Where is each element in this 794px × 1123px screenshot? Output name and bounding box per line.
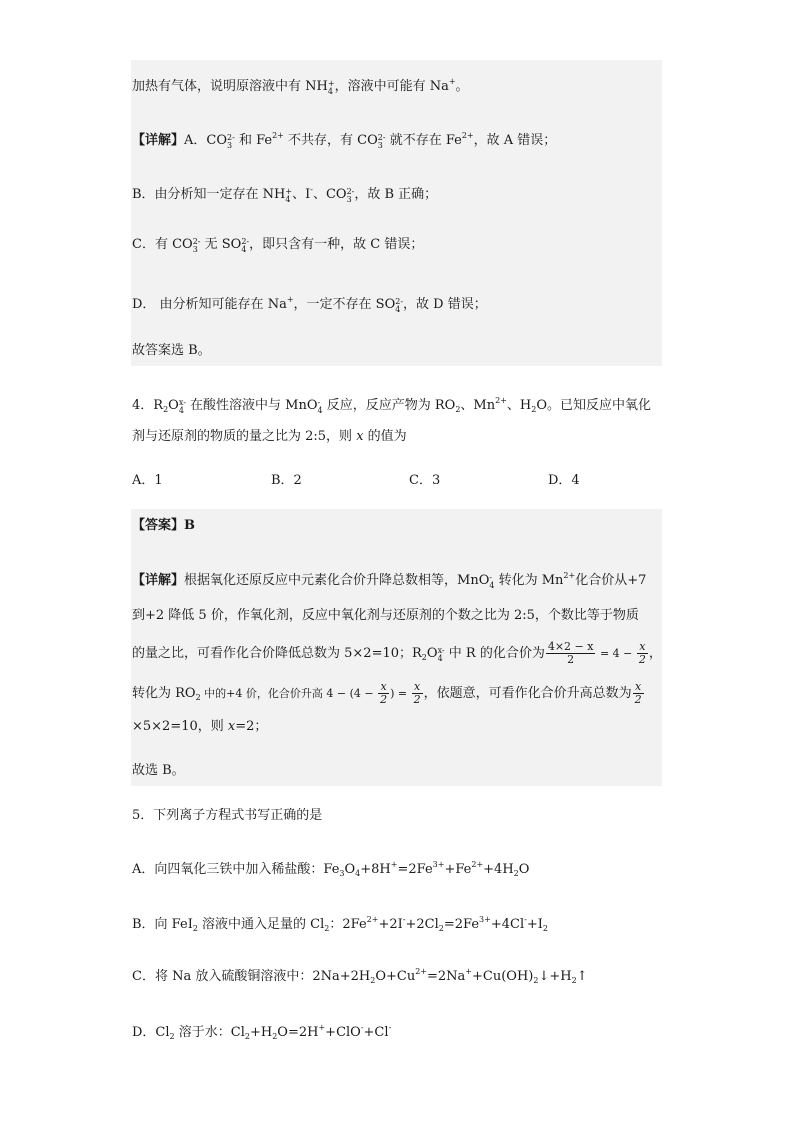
analysis-block [131, 60, 662, 366]
fraction: $\frac{4\times 2 - x}{2}$ [547, 640, 594, 666]
analysis-line-5: D． 由分析知可能存在 Na+，一定不存在 SO 2- 4 ，故 D 错误； [132, 295, 487, 314]
answer-4-detail-line-4: 转化为 $RO_2$ 中的+4 价，化合价升高 4 − (4 − $\frac{x}{2}$ ) = $\frac{x}{2}$ ，依题意，可看作化合价升高总数为 $\frac{x}{2}$ [132, 680, 642, 706]
question-4-option-c[interactable]: C．3 [409, 473, 441, 488]
analysis-line-2: 【详解】A．CO 2- 3 和 $Fe^{2+}$ 不共存，有 CO 2- 3 就不存在 $Fe^{2+}$，故 A 错误； [132, 131, 557, 150]
question-4-option-b[interactable]: B．2 [271, 473, 302, 488]
answer-4-conclusion: 故选 B。 [132, 763, 185, 778]
question-5-option-d[interactable]: D．$Cl_2$ 溶于水：$Cl_2+H_2O=2H^++ClO^-+Cl^-$ [132, 1023, 392, 1041]
question-5-stem: 5．下列离子方程式书写正确的是 [132, 808, 323, 823]
fraction: $\frac{x}{2}$ [380, 680, 388, 706]
answer-4-detail-line-1: 【详解】根据氧化还原反应中元素化合价升降总数相等，MnO - 4 转化为 $Mn^{2+}$化合价从+7 [132, 571, 647, 590]
answer-4-label: 【答案】B [132, 518, 195, 533]
answer-4-block [131, 509, 662, 786]
question-4-stem-line-1: 4．$R_2O$ x- 4 在酸性溶液中与 MnO - 4 反应，反应产物为 $RO_2$、$Mn^{2+}$、$H_2O$。已知反应中氧化 [132, 396, 652, 415]
answer-4-detail-line-2: 到+2 降低 5 价，作氧化剂，反应中氧化剂与还原剂的个数之比为 2:5，个数比等于物质 [132, 608, 639, 623]
question-4-option-d[interactable]: D．4 [548, 473, 580, 488]
question-4-stem-line-2: 剂与还原剂的物质的量之比为 2:5，则 x 的值为 [132, 429, 407, 444]
question-5-option-a[interactable]: A．向四氧化三铁中加入稀盐酸：$Fe_3O_4+8H^+=2Fe^{3+}+Fe^{2+}+4H_2O$ [132, 860, 530, 878]
analysis-line-1: 加热有气体，说明原溶液中有 NH + 4 ，溶液中可能有 Na+。 [132, 77, 469, 96]
answer-4-detail-line-5: ×5×2=10，则 x=2； [132, 719, 268, 734]
analysis-line-3: B．由分析知一定存在 NH + 4 、I-、CO 2- 3 ，故 B 正确； [132, 185, 438, 204]
fraction: $\frac{x}{2}$ [413, 680, 421, 706]
answer-4-detail-line-3: 的量之比，可看作化合价降低总数为 5×2=10；$R_2O$ x- 4 中 R 的化合价为 $\frac{4\times 2 - x}{2}$ = 4 − $\frac{x}{2}$ ， [132, 640, 662, 666]
analysis-line-4: C．有 CO 2- 3 无 SO 2- 4 ，即只含有一种，故 C 错误； [132, 237, 424, 254]
question-5-option-c[interactable]: C．将 Na 放入硫酸铜溶液中：$2Na+2H_2O+Cu^{2+}=2Na^++Cu(OH)_2↓+H_2↑$ [132, 967, 588, 985]
analysis-conclusion: 故答案选 B。 [132, 343, 211, 358]
fraction: $\frac{x}{2}$ [638, 640, 646, 666]
question-5-option-b[interactable]: B．向 FeI$_2$ 溶液中通入足量的 $Cl_2$：$2Fe^{2+}+2I^-+2Cl_2=2Fe^{3+}+4Cl^-+I_2$ [132, 915, 548, 933]
question-4-option-a[interactable]: A．1 [132, 473, 163, 488]
fraction: $\frac{x}{2}$ [634, 680, 642, 706]
